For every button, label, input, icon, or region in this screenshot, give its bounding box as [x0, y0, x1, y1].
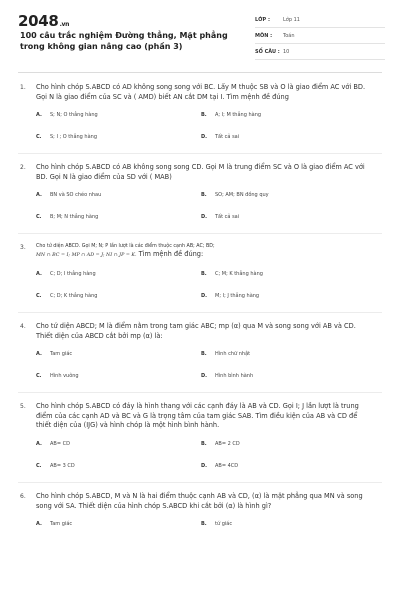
option-letter: C. [36, 462, 42, 469]
option-text: AB= CD [50, 440, 70, 447]
option-letter: D. [201, 462, 208, 469]
option-text: C; D; K thẳng hàng [50, 292, 98, 299]
option-c[interactable] [36, 293, 201, 299]
option-text: AB= 4CD [215, 462, 239, 469]
meta-row-subject [255, 28, 385, 44]
meta-key: SỐ CÂU : [255, 48, 280, 55]
page-title: 100 câu trắc nghiệm Đường thẳng, Mặt phẳng trong không gian nâng cao (phần 3) [20, 31, 228, 51]
question-5 [18, 402, 382, 483]
option-text: B; M; N thẳng hàng [50, 214, 99, 221]
option-text: S; N; O thẳng hàng [50, 112, 98, 119]
option-text: Tất cả sai [215, 214, 240, 221]
question-number: 3. [20, 244, 26, 252]
site-logo[interactable] [18, 12, 69, 30]
option-text: Tam giác [50, 351, 73, 358]
question-4 [18, 322, 382, 393]
option-a[interactable] [36, 192, 201, 198]
option-letter: B. [201, 112, 207, 119]
options [36, 348, 366, 382]
options [36, 189, 366, 223]
question-divider [18, 153, 382, 154]
option-a[interactable] [36, 351, 201, 357]
option-b[interactable] [201, 271, 366, 277]
header-divider [18, 72, 382, 73]
options [36, 438, 366, 472]
option-c[interactable] [36, 134, 201, 140]
question-list [18, 83, 382, 540]
question-text: Cho hình chóp S.ABCD có AD không song song với BC. Lấy M thuộc SB và O là giao điểm AC với BD. Gọi N là giao điểm của SC và ( AMD) biết AN cắt DM tại I. Tìm mệnh đề đúng [36, 83, 366, 101]
option-text: AB= 2 CD [215, 440, 240, 447]
question-2 [18, 163, 382, 234]
option-b[interactable] [201, 351, 366, 357]
option-a[interactable] [36, 441, 201, 447]
option-letter: A. [36, 440, 42, 447]
option-letter: A. [36, 351, 42, 358]
option-text: BN và SO chéo nhau [50, 192, 102, 199]
options [36, 268, 366, 302]
option-letter: C. [36, 292, 42, 299]
option-letter: C. [36, 373, 42, 380]
meta-row-grade [255, 12, 385, 28]
option-letter: D. [201, 134, 208, 141]
option-a[interactable] [36, 271, 201, 277]
option-b[interactable] [201, 441, 366, 447]
question-divider [18, 392, 382, 393]
option-letter: A. [36, 192, 42, 199]
option-d[interactable] [201, 214, 366, 220]
option-text: AB= 3 CD [50, 462, 75, 469]
option-d[interactable] [201, 134, 366, 140]
question-number: 4. [20, 322, 26, 330]
question-text [36, 243, 366, 261]
option-letter: B. [201, 351, 207, 358]
meta-table [255, 12, 385, 60]
option-b[interactable] [201, 521, 366, 527]
option-a[interactable] [36, 521, 201, 527]
question-6 [18, 492, 382, 530]
question-3 [18, 243, 382, 313]
option-letter: D. [201, 292, 208, 299]
option-text: Hình vuông [50, 373, 79, 380]
question-number: 6. [20, 492, 26, 500]
option-letter: B. [201, 440, 207, 447]
option-a[interactable] [36, 112, 201, 118]
option-text: C; D; I thẳng hàng [50, 270, 96, 277]
options [36, 518, 366, 530]
option-letter: B. [201, 521, 207, 528]
option-letter: B. [201, 270, 207, 277]
option-text: SO; AM; BN đồng quy [215, 192, 269, 199]
option-text: tứ giác [215, 521, 233, 528]
question-number: 1. [20, 84, 26, 91]
option-d[interactable] [201, 373, 366, 379]
question-number: 5. [20, 403, 26, 411]
option-b[interactable] [201, 192, 366, 198]
option-text: A; I; M thẳng hàng [215, 112, 262, 119]
option-letter: A. [36, 270, 42, 277]
option-letter: C. [36, 214, 42, 221]
question-math: MN ∩ BC = I; MP ∩ AD = J; NI ∩ JP = K. [36, 253, 137, 259]
option-c[interactable] [36, 463, 201, 469]
option-text: Tất cả sai [215, 134, 240, 141]
meta-value: 10 [283, 48, 290, 55]
meta-value: Lớp 11 [283, 16, 300, 23]
option-text: Tam giác [50, 521, 73, 528]
option-letter: C. [36, 134, 42, 141]
question-text-small: Cho tứ diện ABCD. Gọi M; N; P lần lượt là các điểm thuộc cạnh AB; AC; BD; [36, 244, 215, 250]
question-text-tail: Tìm mệnh đề đúng: [136, 250, 204, 259]
question-divider [18, 312, 382, 313]
option-b[interactable] [201, 112, 366, 118]
logo-text: 2048 [18, 12, 59, 30]
question-text: Cho hình chóp S.ABCD có đáy là hình thang với các cạnh đáy là AB và CD. Gọi I; J lần lượt là trung điểm của các cạnh AD và BC và G là trọng tâm của tam giác SAB. Tìm điều kiện của AB và CD để thiết diện của (IJG) và hình chóp là một hình bình hành. [36, 402, 359, 430]
option-text: S; I ; O thẳng hàng [50, 134, 98, 141]
option-letter: B. [201, 192, 207, 199]
option-c[interactable] [36, 214, 201, 220]
question-text: Cho hình chóp S.ABCD có AB không song song CD. Gọi M là trung điểm SC và O là giao điểm AC với BD. Gọi N là giao điểm của SD với ( MAB) [36, 163, 365, 181]
option-text: C; M; K thẳng hàng [215, 270, 263, 277]
logo-suffix: .vn [59, 21, 70, 28]
option-c[interactable] [36, 373, 201, 379]
option-d[interactable] [201, 463, 366, 469]
option-letter: D. [201, 214, 208, 221]
option-text: Hình bình hành [215, 373, 254, 380]
meta-row-count [255, 44, 385, 60]
option-text: Hình chữ nhật [215, 351, 251, 358]
option-letter: D. [201, 373, 208, 380]
question-divider [18, 233, 382, 234]
question-divider [18, 482, 382, 483]
question-text: Cho tứ diện ABCD; M là điểm nằm trong tam giác ABC; mp (α) qua M và song song với AB và CD. Thiết diện của ABCD cắt bởi mp (α) là: [36, 321, 356, 340]
option-d[interactable] [201, 293, 366, 299]
options [36, 109, 366, 143]
meta-key: MÔN : [255, 32, 273, 39]
question-1 [18, 83, 382, 154]
question-number: 2. [20, 164, 26, 172]
option-letter: A. [36, 112, 42, 119]
meta-value: Toán [283, 32, 295, 39]
meta-key: LỚP : [255, 16, 270, 23]
option-letter: A. [36, 521, 42, 528]
question-text: Cho hình chóp S.ABCD, M và N là hai điểm thuộc cạnh AB và CD, (α) là mặt phẳng qua MN và song song với SA. Thiết diện của hình chóp S.ABCD khi cắt bởi (α) là hình gì? [36, 491, 363, 510]
header [0, 0, 400, 70]
option-text: M; I; J thẳng hàng [215, 292, 260, 299]
